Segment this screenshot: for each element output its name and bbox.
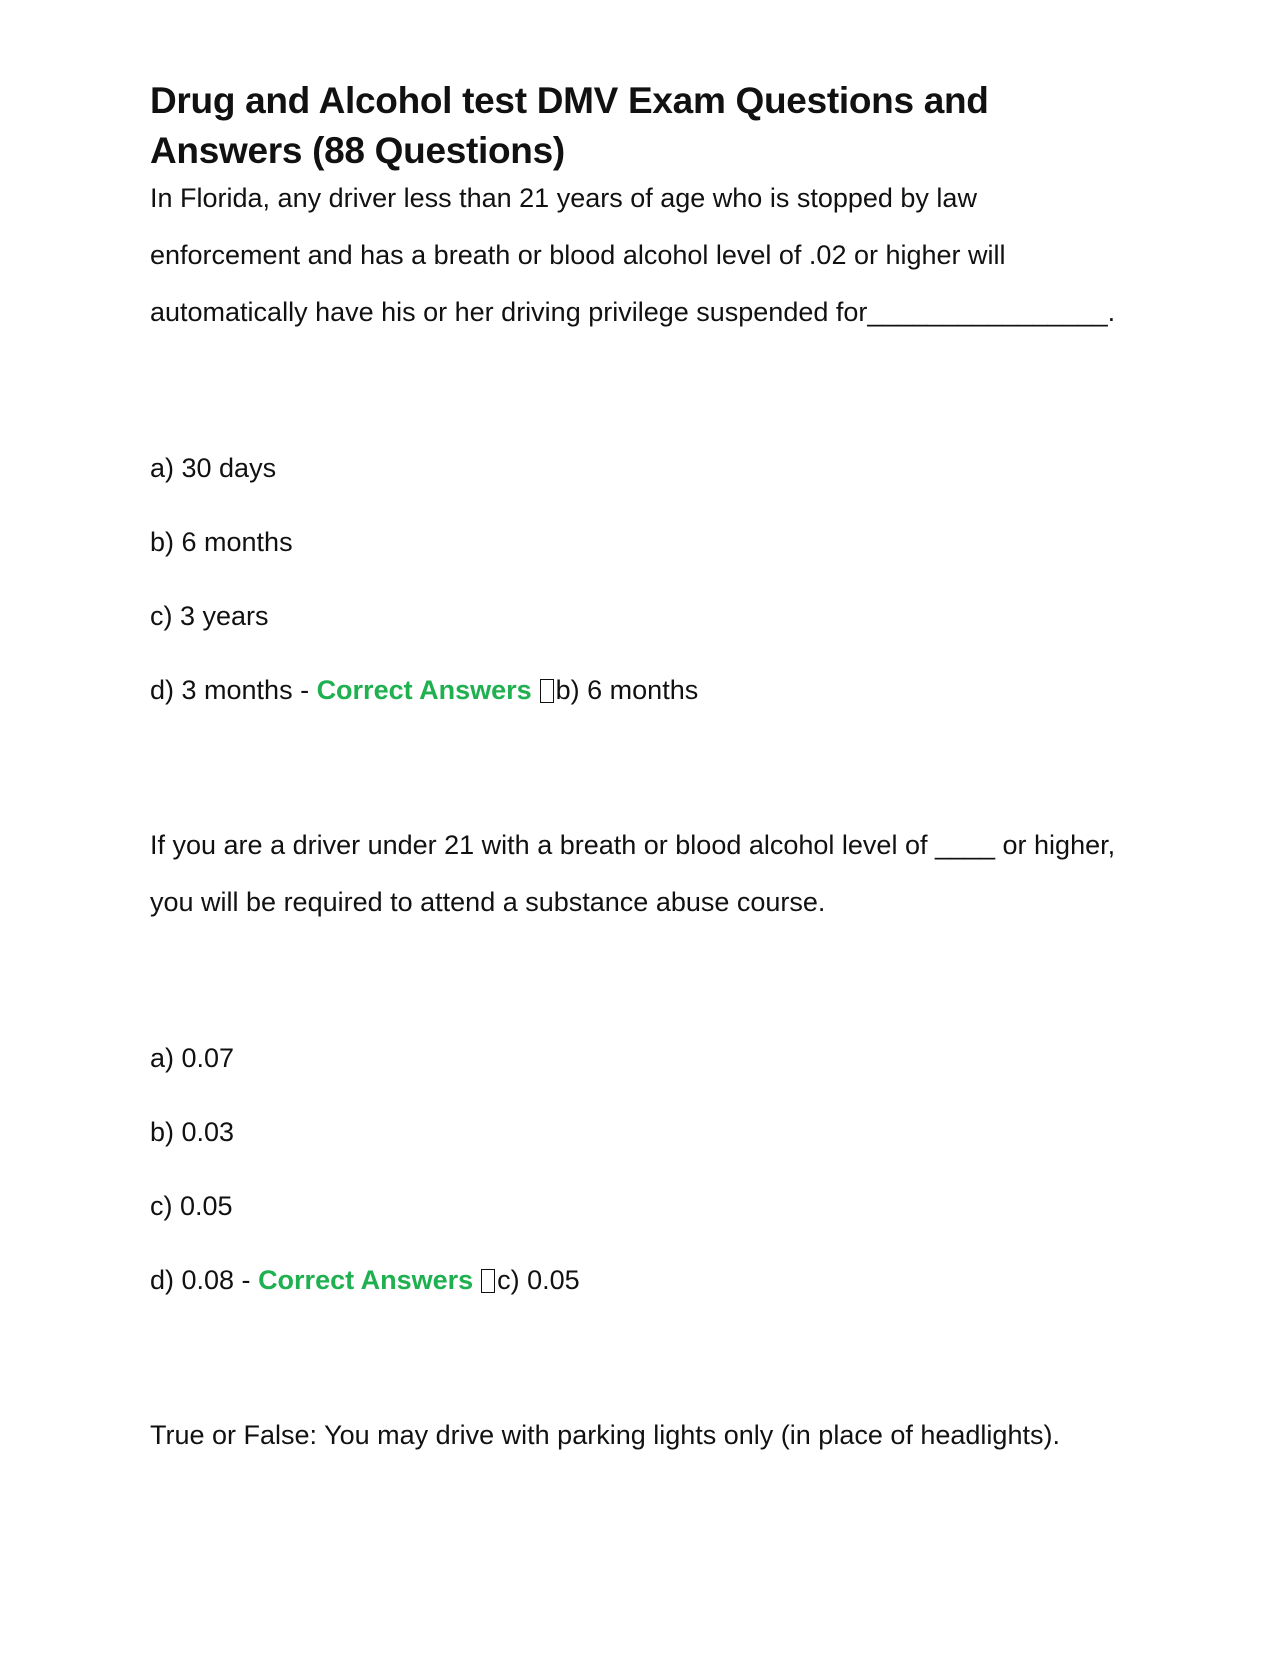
answer-option-c: c) 3 years [150,601,269,631]
answer-option-d [150,1243,1130,1317]
answer-option-b: b) 6 months [150,527,293,557]
question-block [150,817,1130,1317]
answer-option-a: a) 30 days [150,453,277,483]
question-text: In Florida, any driver less than 21 years of age who is stopped by law enforcement and has a breath or blood alcohol level of .02 or higher will automatically have his or her driving privilege suspended for________________. [150,183,1116,327]
answer-option-d [150,653,1130,727]
option-d-text: d) 0.08 - [150,1265,259,1295]
document-title: Drug and Alcohol test DMV Exam Questions and Answers (88 Questions) [150,80,989,171]
option-d-text: d) 3 months - [150,675,317,705]
answer-option-c: c) 0.05 [150,1191,233,1221]
question-block [150,170,1130,727]
question-block [150,1407,1130,1464]
answer-option-a: a) 0.07 [150,1043,235,1073]
question-text: True or False: You may drive with parking lights only (in place of headlights). [150,1420,1060,1450]
missing-glyph-box-icon [481,1269,495,1293]
missing-glyph-box-icon [540,679,554,703]
document-page [150,76,1130,1464]
correct-answers-label: Correct Answers [316,675,532,705]
correct-answer-value: b) 6 months [555,675,699,705]
correct-answers-label: Correct Answers [258,1265,474,1295]
question-text: If you are a driver under 21 with a breath or blood alcohol level of ____ or higher, you will be required to attend a substance abuse course. [150,830,1116,917]
correct-answer-value: c) 0.05 [497,1265,580,1295]
answer-option-b: b) 0.03 [150,1117,235,1147]
